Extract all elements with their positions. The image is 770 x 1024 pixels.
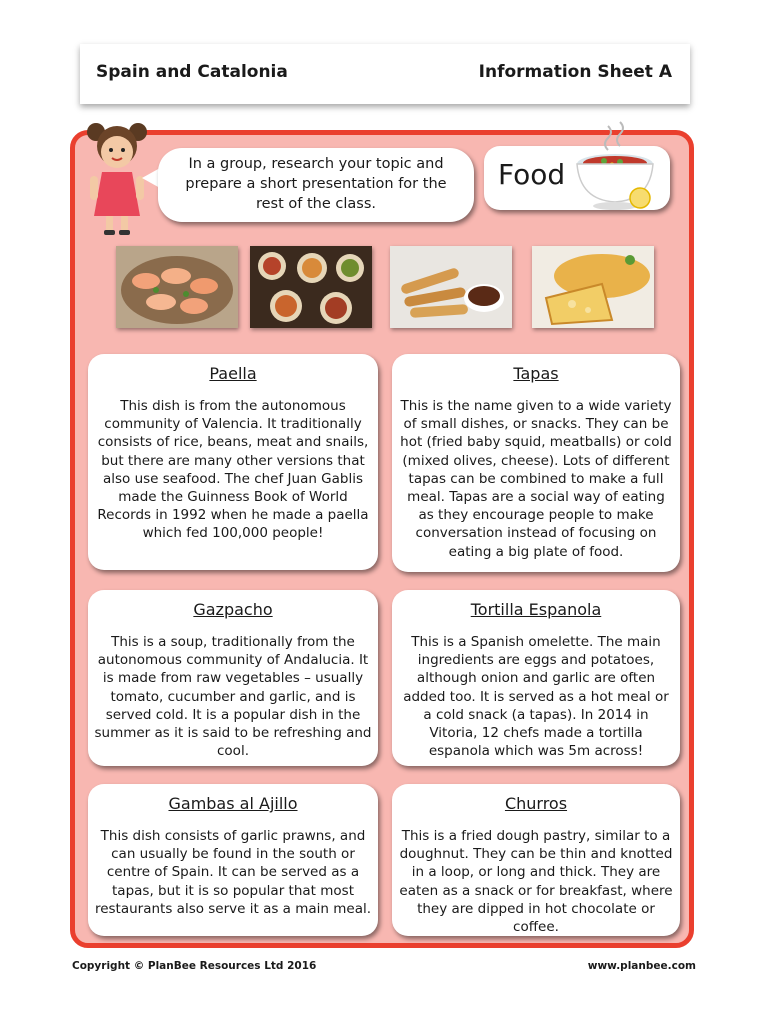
garlic-prawns-photo	[116, 246, 238, 328]
tapas-photo	[250, 246, 372, 328]
tortilla-card	[392, 590, 680, 766]
churros-photo	[390, 246, 512, 328]
churros-card	[392, 784, 680, 936]
card-title: Tortilla Espanola	[470, 600, 602, 619]
topic-label: Food	[498, 158, 566, 191]
header-bar	[80, 44, 690, 104]
card-body: This is a Spanish omelette. The main ingredients are eggs and potatoes, although onion and garlic are often added too. It is served as a hot meal or a cold snack (a tapas). In 2014 in Vitoria, 12 chefs made a tortilla espanola which was 5m across!	[403, 634, 669, 760]
card-title: Paella	[209, 364, 257, 383]
instruction-bubble	[158, 148, 474, 222]
soup-bowl-icon	[570, 118, 670, 218]
sheet-label: Information Sheet A	[478, 62, 672, 82]
copyright-text: Copyright © PlanBee Resources Ltd 2016	[72, 960, 317, 972]
paella-card	[88, 354, 378, 570]
card-body: This is the name given to a wide variety of small dishes, or snacks. They can be hot (fried baby squid, meatballs) or cold (mixed olives, cheese). Lots of different tapas can be combined to make a full meal. Tapas are a social way of eating as they encourage people to make conversation instead of focusing on eating a big plate of food.	[400, 398, 672, 560]
card-title: Tapas	[513, 364, 559, 383]
card-body: This is a soup, traditionally from the autonomous community of Andalucia. It is made from raw vegetables – usually tomato, cucumber and garlic, and is served cold. It is a popular dish in the summer as it is said to be refreshing and cool.	[94, 634, 372, 760]
page-title: Spain and Catalonia	[96, 62, 288, 82]
gambas-card	[88, 784, 378, 936]
card-body: This dish consists of garlic prawns, and can usually be found in the south or centre of Spain. It can be served as a tapas, but it is so popular that most restaurants also serve it as a main meal.	[94, 828, 372, 917]
gazpacho-card	[88, 590, 378, 766]
website-link[interactable]: www.planbee.com	[587, 960, 696, 972]
tortilla-photo	[532, 246, 654, 328]
card-title: Gambas al Ajillo	[168, 794, 298, 813]
instruction-text: In a group, research your topic and prepare a short presentation for the rest of the class.	[185, 156, 447, 212]
card-body: This dish is from the autonomous community of Valencia. It traditionally consists of rice, beans, meat and snails, but there are many other versions that also use seafood. The chef Juan Gablis made the Guinness Book of World Records in 1992 when he made a paella which fed 100,000 people!	[97, 398, 369, 542]
card-title: Churros	[504, 794, 568, 813]
card-title: Gazpacho	[193, 600, 273, 619]
card-body: This is a fried dough pastry, similar to a doughnut. They can be thin and knotted in a loop, or long and thick. They are eaten as a snack or for breakfast, where they are dipped in hot chocolate or coffee.	[399, 828, 673, 936]
tapas-card	[392, 354, 680, 572]
